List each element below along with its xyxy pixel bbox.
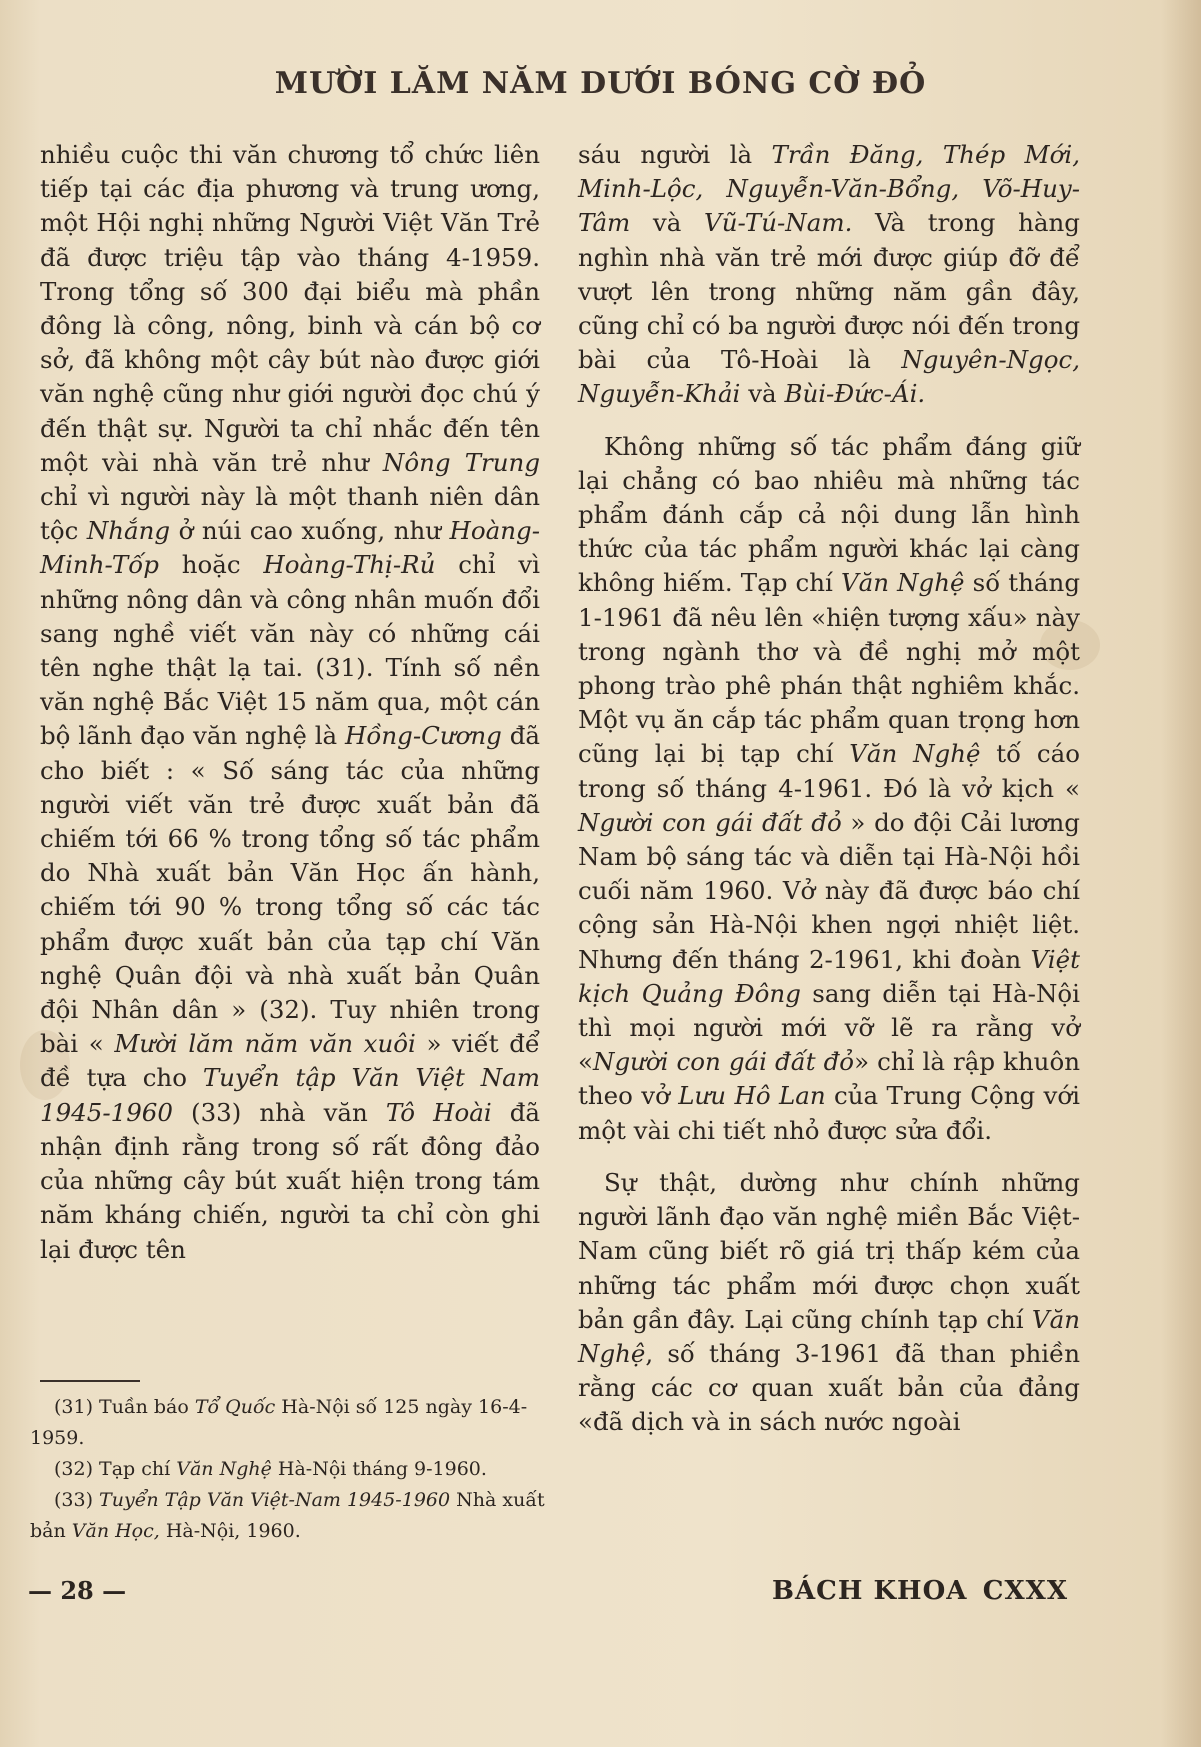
play-title: Người con gái đất đỏ — [578, 807, 842, 837]
page-edge-shadow — [1161, 0, 1201, 1747]
magazine-title: Văn Nghệ — [849, 739, 981, 769]
footer-publication — [772, 1576, 1068, 1606]
left-paragraph-1: nhiều cuộc thi văn chương tổ chức liên tiếp tại các địa phương và trung ương, một Hội nghị những Người Việt Văn Trẻ đã được triệu tập vào tháng 4-1959. Trong tổng số 300 đại biểu mà phần đông là công, nông, binh và cán bộ cơ sở, đã không một cây bút nào được giới văn nghệ cũng như giới người đọc chú ý đến thật sự. Người ta chỉ nhắc đến tên một vài nhà văn trẻ như Nông Trung chỉ vì người này là một thanh niên dân tộc Nhắng ở núi cao xuống, như Hoàng-Minh-Tốp hoặc Hoàng-Thị-Rủ chỉ vì những nông dân và công nhân muốn đổi sang nghề viết văn này có những cái tên nghe thật lạ tai. (31). Tính số nền văn nghệ Bắc Việt 15 năm qua, một cán bộ lãnh đạo văn nghệ là Hồng-Cương đã cho biết : « Số sáng tác của những người viết văn trẻ được xuất bản đã chiếm tới 66 % trong tổng số tác phẩm do Nhà xuất bản Văn Học ấn hành, chiếm tới 90 % trong tổng số các tác phẩm được xuất bản của tạp chí Văn nghệ Quân đội và nhà xuất bản Quân đội Nhân dân » (32). Tuy nhiên trong bài « Mười lăm năm văn xuôi » viết để đề tựa cho Tuyển tập Văn Việt Nam 1945-1960 (33) nhà văn Tô Hoài đã nhận định rằng trong số rất đông đảo của những cây bút xuất hiện trong tám năm kháng chiến, người ta chỉ còn ghi lại được tên — [40, 140, 541, 1264]
person-name: Vũ-Tú-Nam. — [704, 208, 853, 238]
left-column — [40, 138, 540, 1267]
magazine-title: Văn Nghệ — [840, 568, 965, 598]
ethnic-group-name: Nhắng — [86, 516, 171, 546]
right-paragraph-2: Không những số tác phẩm đáng giữ lại chẳng có bao nhiêu mà những tác phẩm đánh cắp cả nội dung lẫn hình thức của tác phẩm người khác lại càng không hiếm. Tạp chí Văn Nghệ số tháng 1-1961 đã nêu lên «hiện tượng xấu» này trong ngành thơ và đề nghị mở một phong trào phê phán thật nghiêm khắc. Một vụ ăn cắp tác phẩm quan trọng hơn cũng lại bị tạp chí Văn Nghệ tố cáo trong số tháng 4-1961. Đó là vở kịch « Người con gái đất đỏ » do đội Cải lương Nam bộ sáng tác và diễn tại Hà-Nội hồi cuối năm 1960. Vở này đã được báo chí cộng sản Hà-Nội khen ngợi nhiệt liệt. Nhưng đến tháng 2-1961, khi đoàn Việt kịch Quảng Đông sang diễn tại Hà-Nội thì mọi người mới vỡ lẽ ra rằng vở «Người con gái đất đỏ» chỉ là rập khuôn theo vở Lưu Hô Lan của Trung Cộng với một vài chi tiết nhỏ được sửa đổi. — [578, 431, 1081, 1145]
person-names: Nguyên-Ngọc, Nguyễn-Khải — [578, 345, 1080, 409]
anthology-title: Tuyển tập Văn Việt Nam 1945-1960 — [40, 1063, 540, 1127]
magazine-title: Văn Nghệ — [578, 1304, 1080, 1368]
publication-name: BÁCH KHOA — [772, 1576, 968, 1606]
play-title: Người con gái đất đỏ — [593, 1047, 855, 1077]
person-name: Hoàng-Thị-Rủ — [263, 550, 436, 580]
issue-number: CXXX — [982, 1576, 1068, 1606]
footnote-31: (31) Tuần báo Tổ Quốc Hà-Nội số 125 ngày 16-4-1959. — [30, 1396, 528, 1449]
right-column — [578, 138, 1080, 1440]
footnote-rule — [40, 1380, 140, 1382]
footnotes — [30, 1392, 550, 1547]
person-name: Tô Hoài — [385, 1097, 492, 1127]
person-names: Trần Đăng, Thép Mới, Minh-Lộc, Nguyễn-Văn-Bổng, Võ-Huy-Tâm — [578, 140, 1081, 238]
right-paragraph-1: sáu người là Trần Đăng, Thép Mới, Minh-Lộc, Nguyễn-Văn-Bổng, Võ-Huy-Tâm và Vũ-Tú-Nam. Và trong hàng nghìn nhà văn trẻ mới được giúp đỡ để vượt lên trong những năm gần đây, cũng chỉ có ba người được nói đến trong bài của Tô-Hoài là Nguyên-Ngọc, Nguyễn-Khải và Bùi-Đức-Ái. — [578, 140, 1081, 409]
page-number: — 28 — — [28, 1576, 127, 1605]
person-name: Nông Trung — [382, 447, 541, 477]
play-title: Lưu Hô Lan — [678, 1081, 826, 1111]
right-paragraph-3: Sự thật, dường như chính những người lãnh đạo văn nghệ miền Bắc Việt-Nam cũng biết rõ giá trị thấp kém của những tác phẩm mới được chọn xuất bản gần đây. Lại cũng chính tạp chí Văn Nghệ, số tháng 3-1961 đã than phiền rằng các cơ quan xuất bản của đảng «đã dịch và in sách nước ngoài — [578, 1167, 1080, 1437]
footnote-32: (32) Tạp chí Văn Nghệ Hà-Nội tháng 9-1960. — [54, 1458, 487, 1480]
troupe-name: Việt kịch Quảng Đông — [578, 944, 1080, 1008]
person-name: Hồng-Cương — [345, 721, 502, 751]
person-name: Bùi-Đức-Ái. — [784, 379, 926, 409]
running-head: MƯỜI LĂM NĂM DƯỚI BÓNG CỜ ĐỎ — [274, 66, 927, 101]
footnote-33: (33) Tuyển Tập Văn Việt-Nam 1945-1960 Nhà xuất bản Văn Học, Hà-Nội, 1960. — [30, 1489, 545, 1542]
person-name: Hoàng-Minh-Tốp — [40, 516, 541, 580]
essay-title: Mười lăm năm văn xuôi — [114, 1029, 416, 1059]
